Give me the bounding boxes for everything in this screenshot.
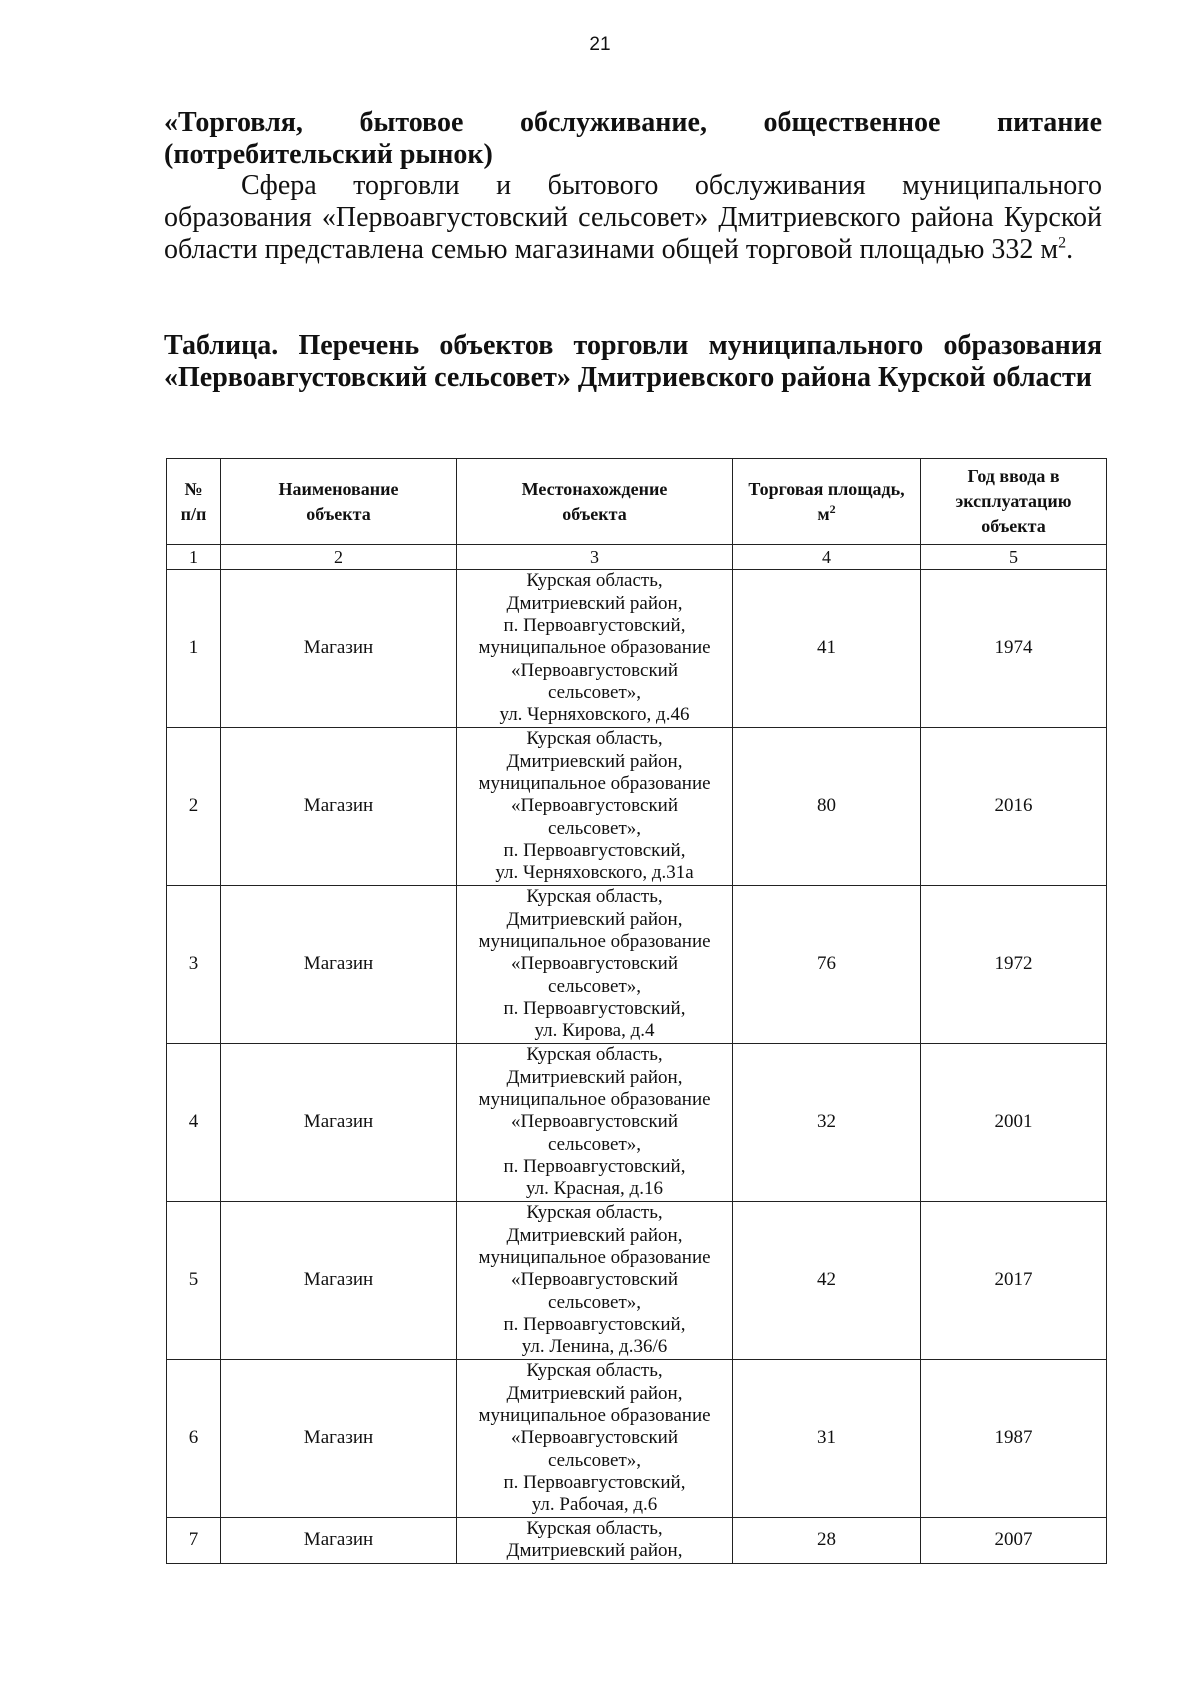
object-year: 2001 <box>921 1044 1107 1202</box>
object-year: 1987 <box>921 1360 1107 1518</box>
address-line: «Первоавгустовский <box>510 659 679 681</box>
address-line: Курская область, <box>526 1518 663 1539</box>
intro-paragraph <box>164 170 1102 266</box>
column-number: 2 <box>221 545 457 570</box>
address-line: «Первоавгустовский <box>510 1269 679 1291</box>
object-address <box>457 1360 733 1518</box>
address-line: ул. Кирова, д.4 <box>534 1020 655 1042</box>
table-row <box>167 1518 1107 1564</box>
trade-objects-table <box>166 458 1107 1564</box>
header-location: Местонахождение объекта <box>457 459 733 545</box>
address-line: муниципальное образование <box>478 1089 711 1111</box>
object-year: 1972 <box>921 886 1107 1044</box>
address-line: сельсовет», <box>547 681 642 703</box>
address-line: сельсовет», <box>547 975 642 997</box>
object-address <box>457 886 733 1044</box>
object-area: 76 <box>733 886 921 1044</box>
address-line: ул. Ленина, д.36/6 <box>521 1336 668 1358</box>
address-line: п. Первоавгустовский, <box>503 1471 686 1493</box>
object-year: 1974 <box>921 570 1107 728</box>
address-line: сельсовет», <box>547 1449 642 1471</box>
address-line: Дмитриевский район, <box>506 592 683 614</box>
address-line: Дмитриевский район, <box>506 908 683 930</box>
object-area: 31 <box>733 1360 921 1518</box>
object-year: 2016 <box>921 728 1107 886</box>
address-line: муниципальное образование <box>478 1405 711 1427</box>
object-address <box>457 728 733 886</box>
address-line: Дмитриевский район, <box>506 1066 683 1088</box>
header-number: № п/п <box>167 459 221 545</box>
address-line: ул. Черняховского, д.31а <box>495 862 694 884</box>
row-number: 5 <box>167 1202 221 1360</box>
table-row <box>167 1360 1107 1518</box>
address-line: п. Первоавгустовский, <box>503 615 686 637</box>
address-line: «Первоавгустовский <box>510 953 679 975</box>
object-address <box>457 1044 733 1202</box>
intro-text: Сфера торговли и бытового обслуживания муниципального образования «Первоавгустовский сельсовет» Дмитриевского района Курской области представлена семью магазинами общей торговой площадью 332 м <box>164 170 1102 265</box>
header-name: Наименование объекта <box>221 459 457 545</box>
address-line: муниципальное образование <box>478 1247 711 1269</box>
area-unit-superscript: 2 <box>1058 234 1067 252</box>
address-line: Курская область, <box>526 1044 663 1066</box>
column-number: 5 <box>921 545 1107 570</box>
intro-period: . <box>1066 234 1074 265</box>
object-year: 2007 <box>921 1518 1107 1564</box>
address-line: ул. Черняховского, д.46 <box>499 704 690 726</box>
table-row <box>167 886 1107 1044</box>
object-area: 28 <box>733 1518 921 1564</box>
address-line: п. Первоавгустовский, <box>503 1313 686 1335</box>
column-number-row <box>167 545 1107 570</box>
address-line: п. Первоавгустовский, <box>503 839 686 861</box>
table-caption: Таблица. Перечень объектов торговли муниципального образования «Первоавгустовский сельсовет» Дмитриевского района Курской области <box>164 330 1102 393</box>
object-name: Магазин <box>221 1044 457 1202</box>
object-name: Магазин <box>221 728 457 886</box>
column-number: 4 <box>733 545 921 570</box>
object-area: 42 <box>733 1202 921 1360</box>
header-year: Год ввода в эксплуатацию объекта <box>921 459 1107 545</box>
address-line: ул. Рабочая, д.6 <box>531 1494 658 1516</box>
column-number: 1 <box>167 545 221 570</box>
row-number: 7 <box>167 1518 221 1564</box>
row-number: 4 <box>167 1044 221 1202</box>
address-line: Дмитриевский район, <box>506 1382 683 1404</box>
address-line: Дмитриевский район, <box>506 1540 683 1562</box>
address-line: Курская область, <box>526 728 663 750</box>
section-heading: «Торговля, бытовое обслуживание, общественное питание (потребительский рынок) <box>164 107 1102 170</box>
object-address <box>457 570 733 728</box>
column-number: 3 <box>457 545 733 570</box>
row-number: 3 <box>167 886 221 1044</box>
object-name: Магазин <box>221 886 457 1044</box>
address-line: Курская область, <box>526 1202 663 1224</box>
address-line: муниципальное образование <box>478 931 711 953</box>
row-number: 2 <box>167 728 221 886</box>
object-address <box>457 1518 733 1564</box>
table-row <box>167 728 1107 886</box>
address-line: сельсовет», <box>547 817 642 839</box>
object-year: 2017 <box>921 1202 1107 1360</box>
row-number: 1 <box>167 570 221 728</box>
table-row <box>167 1044 1107 1202</box>
object-area: 80 <box>733 728 921 886</box>
row-number: 6 <box>167 1360 221 1518</box>
address-line: п. Первоавгустовский, <box>503 997 686 1019</box>
table-header-row <box>167 459 1107 545</box>
address-line: Курская область, <box>526 1360 663 1382</box>
address-line: «Первоавгустовский <box>510 1111 679 1133</box>
address-line: сельсовет», <box>547 1133 642 1155</box>
object-address <box>457 1202 733 1360</box>
header-area: Торговая площадь, $м^2$ <box>733 459 921 545</box>
address-line: муниципальное образование <box>478 773 711 795</box>
address-line: «Первоавгустовский <box>510 1427 679 1449</box>
object-name: Магазин <box>221 570 457 728</box>
address-line: муниципальное образование <box>478 637 711 659</box>
object-area: 41 <box>733 570 921 728</box>
table-row <box>167 570 1107 728</box>
address-line: «Первоавгустовский <box>510 795 679 817</box>
object-name: Магазин <box>221 1202 457 1360</box>
address-line: сельсовет», <box>547 1291 642 1313</box>
address-line: Курская область, <box>526 886 663 908</box>
address-line: Курская область, <box>526 570 663 592</box>
address-line: ул. Красная, д.16 <box>526 1178 663 1200</box>
table-body <box>167 570 1107 1564</box>
address-line: Дмитриевский район, <box>506 750 683 772</box>
object-name: Магазин <box>221 1518 457 1564</box>
object-name: Магазин <box>221 1360 457 1518</box>
table-row <box>167 1202 1107 1360</box>
address-line: Дмитриевский район, <box>506 1224 683 1246</box>
address-line: п. Первоавгустовский, <box>503 1155 686 1177</box>
page-number: 21 <box>589 34 611 55</box>
object-area: 32 <box>733 1044 921 1202</box>
